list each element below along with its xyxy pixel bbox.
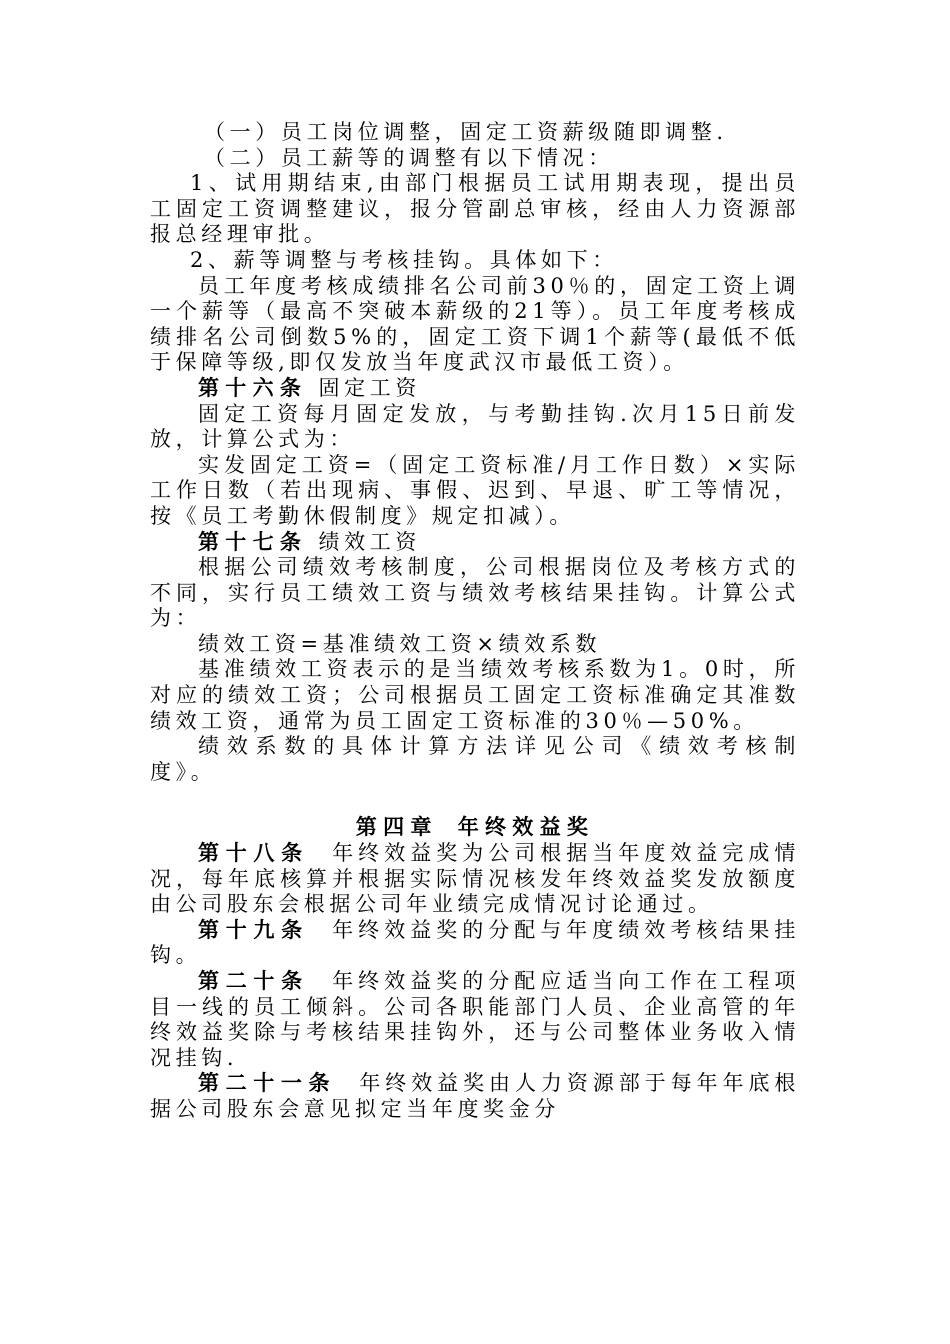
article-18 (150, 841, 800, 918)
article-16-formula: 实发固定工资=（固定工资标准/月工作日数）×实际工作日数（若出现病、事假、迟到、早退、旷工等情况，按《员工考勤休假制度》规定扣减）。 (150, 452, 800, 528)
article-17-title: 绩效工资 (318, 529, 421, 554)
article-17-header (150, 530, 800, 556)
article-20 (150, 969, 800, 1071)
chapter-4-number: 第四章 (355, 815, 438, 840)
article-17-paragraph-4: 绩效系数的具体计算方法详见公司《绩效考核制度》。 (150, 734, 800, 784)
article-17-paragraph-3: 基准绩效工资表示的是当绩效考核系数为1。0时，所对应的绩效工资；公司根据员工固定工资标准确定其准数绩效工资，通常为员工固定工资标准的30％—50%。 (150, 657, 800, 733)
article-18-heading: 第十八条 (198, 841, 309, 866)
paragraph-grade-adjustment-intro: （二）员工薪等的调整有以下情况： (204, 145, 614, 170)
article-19 (150, 918, 800, 969)
article-21-text: 年终效益奖由人力资源部于每年年底根据公司股东会意见拟定当年度奖金分 (150, 1071, 801, 1121)
article-16-paragraph-1: 固定工资每月固定发放，与考勤挂钩.次月15日前发放，计算公式为： (150, 401, 800, 452)
article-16-heading: 第十六条 (198, 375, 308, 400)
article-16-header (150, 376, 800, 402)
paragraph-position-adjustment: （一）员工岗位调整，固定工资薪级随即调整. (204, 120, 728, 144)
article-19-heading: 第十九条 (198, 917, 309, 942)
article-21-heading: 第二十一条 (198, 1071, 337, 1096)
article-17-formula: 绩效工资=基准绩效工资×绩效系数 (198, 631, 602, 656)
article-20-text: 年终效益奖的分配应适当向工作在工程项目一线的员工倾斜。公司各职能部门人员、企业高管的年终效益奖除与考核结果挂钩外，还与公司整体业务收入情况挂钩. (150, 969, 801, 1070)
paragraph-probation-adjustment: 1、试用期结束,由部门根据员工试用期表现，提出员工固定工资调整建议，报分管副总审核，经由人力资源部报总经理审批。 (150, 171, 800, 247)
article-20-heading: 第二十条 (198, 969, 309, 993)
article-18-text: 年终效益奖为公司根据当年度效益完成情况，每年底核算并根据实际情况核发年终效益奖发放额度由公司股东会根据公司年业绩完成情况讨论通过。 (150, 841, 801, 917)
article-17-paragraph-1: 根据公司绩效考核制度，公司根据岗位及考核方式的不同，实行员工绩效工资与绩效考核结果挂钩。计算公式为： (150, 555, 800, 631)
document-page (150, 120, 800, 1123)
paragraph-grade-rules: 员工年度考核成绩排名公司前30％的，固定工资上调一个薪等（最高不突破本薪级的21等）。员工年度考核成绩排名公司倒数5%的，固定工资下调1个薪等(最低不低于保障等级,即仅发放当年度武汉市最低工资）。 (150, 273, 800, 375)
article-16-title: 固定工资 (318, 375, 421, 400)
article-21 (150, 1071, 800, 1122)
chapter-4-name: 年终效益奖 (457, 815, 595, 840)
article-19-text: 年终效益奖的分配与年度绩效考核结果挂钩。 (150, 917, 801, 968)
chapter-4-title (150, 815, 800, 841)
paragraph-grade-performance-link: 2、薪等调整与考核挂钩。具体如下： (190, 247, 618, 272)
article-17-heading: 第十七条 (198, 529, 308, 554)
